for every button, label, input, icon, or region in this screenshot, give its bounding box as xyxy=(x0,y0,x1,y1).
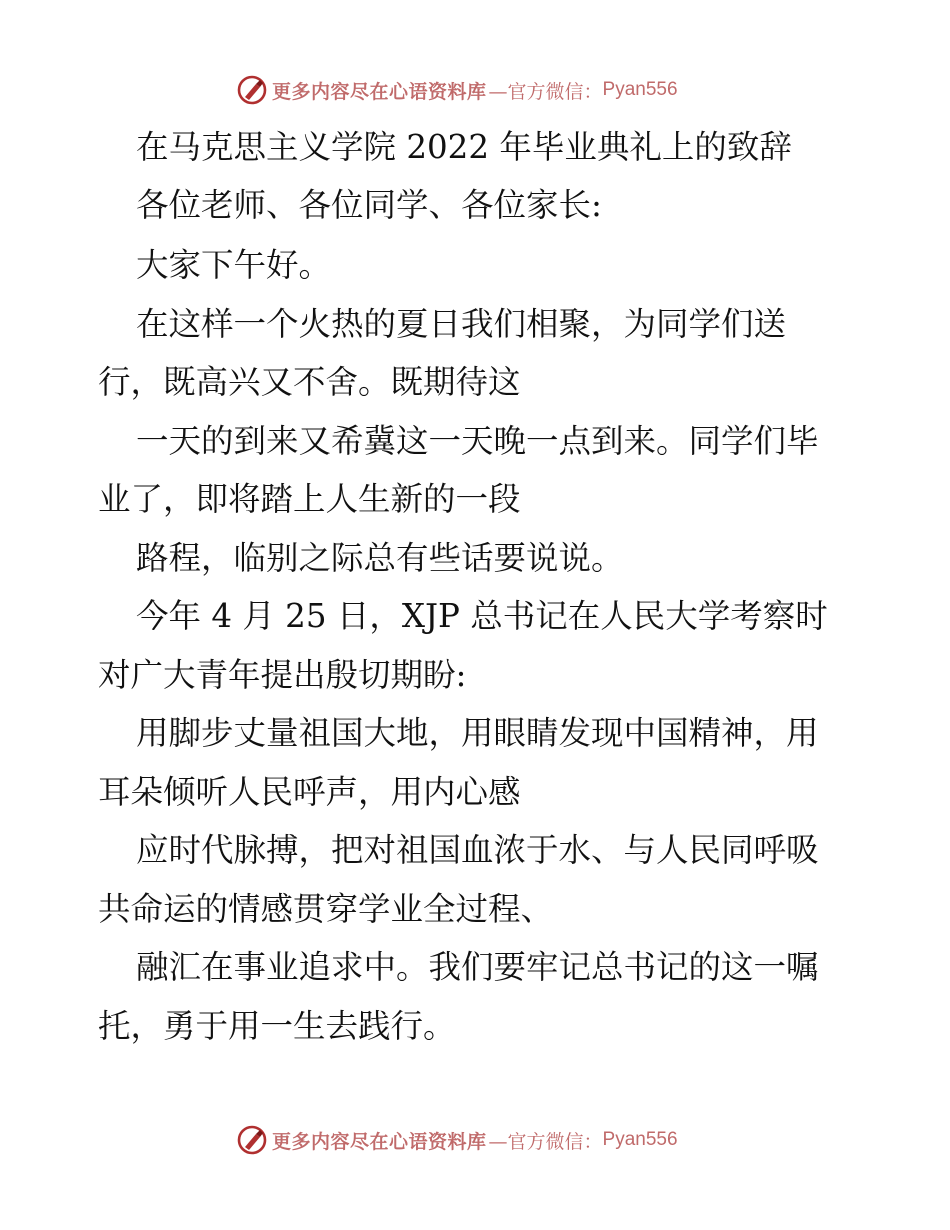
speech-title: 在马克思主义学院 2022 年毕业典礼上的致辞 xyxy=(136,128,792,166)
text-line: 对广大青年提出殷切期盼: xyxy=(98,656,467,694)
text-line: 耳朵倾听人民呼声，用内心感 xyxy=(98,773,521,811)
text-line: 今年 4 月 25 日，XJP 总书记在人民大学考察时 xyxy=(136,597,828,635)
header-banner xyxy=(236,72,678,108)
text-line: 在这样一个火热的夏日我们相聚，为同学们送 xyxy=(136,305,787,343)
text-line: 应时代脉搏，把对祖国血浓于水、与人民同呼吸 xyxy=(136,831,819,869)
text-line: 行，既高兴又不舍。既期待这 xyxy=(98,363,521,401)
text-line: 托，勇于用一生去践行。 xyxy=(98,1007,456,1045)
banner-wechat-label: —官方微信： xyxy=(488,80,603,103)
salutation: 各位老师、各位同学、各位家长: xyxy=(136,186,602,224)
text-line: 共命运的情感贯穿学业全过程、 xyxy=(98,890,554,928)
banner-site-text: 更多内容尽在心语资料库 xyxy=(272,1130,487,1153)
footer-banner xyxy=(236,1122,678,1158)
text-line: 路程，临别之际总有些话要说说。 xyxy=(136,539,624,577)
text-line: 用脚步丈量祖国大地，用眼睛发现中国精神，用 xyxy=(136,714,819,752)
text-line: 一天的到来又希冀这一天晚一点到来。同学们毕 xyxy=(136,422,819,460)
text-line: 大家下午好。 xyxy=(136,246,332,284)
text-line: 业了，即将踏上人生新的一段 xyxy=(98,480,521,518)
banner-site-text: 更多内容尽在心语资料库 xyxy=(272,80,487,103)
banner-wechat-id: Pyan556 xyxy=(602,1129,678,1150)
banner-wechat-id: Pyan556 xyxy=(602,79,678,100)
text-line: 融汇在事业追求中。我们要牢记总书记的这一嘱 xyxy=(136,948,819,986)
pen-logo-icon xyxy=(236,74,268,106)
banner-wechat-label: —官方微信： xyxy=(488,1130,603,1153)
pen-logo-icon xyxy=(236,1124,268,1156)
